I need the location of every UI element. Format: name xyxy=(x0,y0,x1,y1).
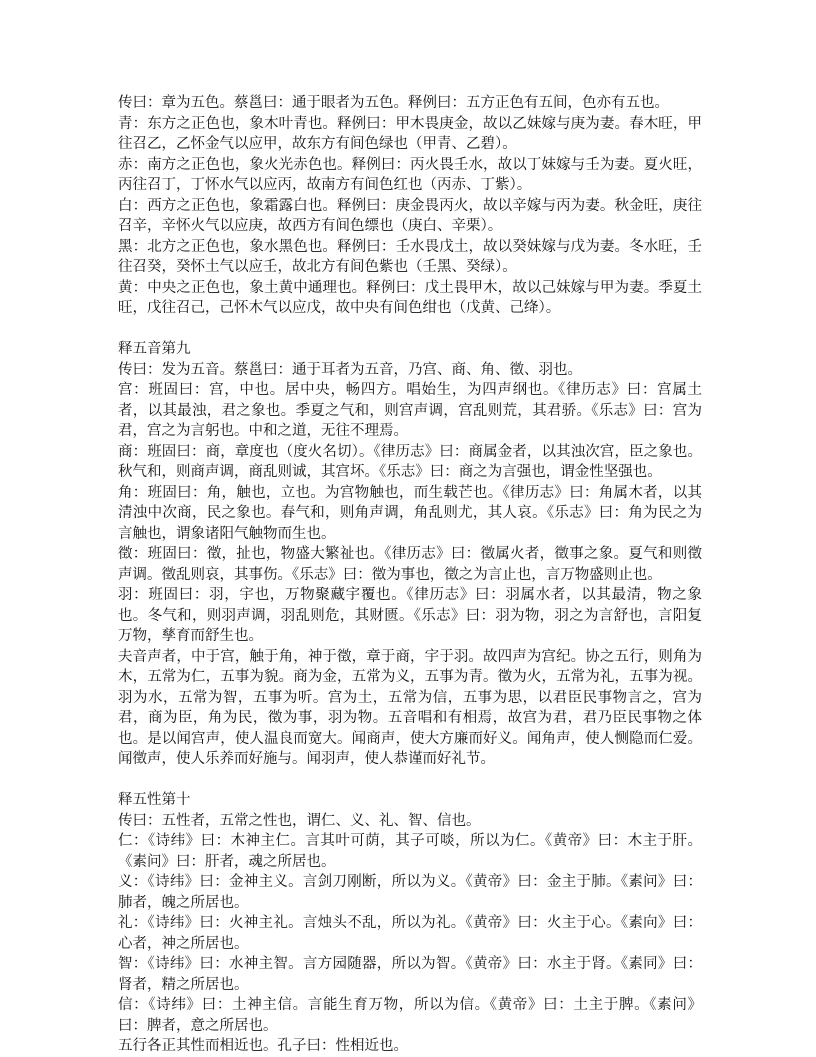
paragraph: 宫：班固曰：宫，中也。居中央，畅四方。唱始生，为四声纲也。《律历志》曰：宫属土者，以其最浊，君之象也。季夏之气和，则宫声调，宫乱则荒，其君骄。《乐志》曰：宫为君，宫之为言躬也。中和之道，无往不理焉。 xyxy=(118,382,702,439)
paragraph: 角：班固曰：角，触也，立也。为宫物触也，而生载芒也。《律历志》曰：角属木者，以其清浊中次商，民之象也。春气和，则角声调，角乱则尤，其人哀。《乐志》曰：角为民之为言触也，谓象诸阳气触物而生也。 xyxy=(118,484,702,542)
section-heading: 释五性第十 xyxy=(118,792,191,808)
paragraph: 白：西方之正色也，象霜露白也。释例曰：庚金畏丙火，故以辛嫁与丙为妻。秋金旺，庚往召辛，辛怀火气以应庚，故西方有间色缥也（庚白、辛栗）。 xyxy=(118,197,702,234)
paragraph: 商：班固曰：商，章度也（度火名切）。《律历志》曰：商属金者，以其浊次宫，臣之象也。秋气和，则商声调，商乱则诚，其宫坏。《乐志》曰：商之为言强也，谓金性坚强也。 xyxy=(118,443,702,480)
document-page xyxy=(118,93,702,1057)
paragraph: 传曰：发为五音。蔡邕曰：通于耳者为五音，乃宫、商、角、徵、羽也。 xyxy=(118,361,582,378)
paragraph: 义：《诗纬》曰：金神主义。言剑刀刚断，所以为义。《黄帝》曰：金主于肺。《素问》曰：肺者，魄之所居也。 xyxy=(118,874,702,911)
paragraph: 传曰：章为五色。蔡邕曰：通于眼者为五色。释例曰：五方正色有五间，色亦有五也。 xyxy=(118,95,669,111)
paragraph: 徵：班固曰：徵，扯也，物盛大繁祉也。《律历志》曰：徵属火者，徵事之象。夏气和则徵声调。徵乱则哀，其事伤。《乐志》曰：徵为事也，徵之为言止也，言万物盛则止也。 xyxy=(118,546,702,583)
paragraph: 传曰：五性者，五常之性也，谓仁、义、礼、智、信也。 xyxy=(118,812,481,829)
paragraph: 夫音声者，中于宫，触于角，神于徵，章于商，宇于羽。故四声为宫纪。协之五行，则角为木，五常为仁，五事为貌。商为金，五常为义，五事为青。徵为火，五常为礼，五事为视。羽为水，五常为智，五事为听。宫为土，五常为信，五事为思，以君臣民事物言之，宫为君，商为臣，角为民，徵为事，羽为物。五音唱和有相焉，故宫为君，君乃臣民事物之体也。是以闻宫声，使人温良而宽大。闻商声，使大方廉而好义。闻角声，使人恻隐而仁爱。闻徵声，使人乐养而好施与。闻羽声，使人恭谨而好礼节。 xyxy=(118,648,702,767)
paragraph: 赤：南方之正色也，象火光赤色也。释例曰：丙火畏壬水，故以丁妹嫁与壬为妻。夏火旺，丙往召丁，丁怀水气以应丙，故南方有间色红也（丙赤、丁紫）。 xyxy=(118,156,702,193)
paragraph: 礼：《诗纬》曰：火神主礼。言烛头不乱，所以为礼。《黄帝》曰：火主于心。《素向》曰：心者，神之所居也。 xyxy=(118,915,702,952)
paragraph: 黄：中央之正色也，象土黄中通理也。释例曰：戊土畏甲木，故以己妹嫁与甲为妻。季夏土旺，戊往召己，己怀木气以应戊，故中央有间色绀也（戊黄、己绛）。 xyxy=(118,279,702,316)
paragraph: 青：东方之正色也，象木叶青也。释例曰：甲木畏庚金，故以乙妹嫁与庚为妻。春木旺，甲往召乙，乙怀金气以应甲，故东方有间色绿也（甲青、乙碧）。 xyxy=(118,115,702,152)
paragraph: 仁：《诗纬》曰：木神主仁。言其叶可荫，其子可啖，所以为仁。《黄帝》曰：木主于肝。《素问》曰：肝者，魂之所居也。 xyxy=(118,833,702,870)
section-five-colors xyxy=(118,93,702,319)
section-five-sounds xyxy=(118,339,702,770)
paragraph: 五行各正其性而相近也。孔子曰：性相近也。 xyxy=(118,1038,408,1054)
paragraph: 智：《诗纬》曰：水神主智。言方园随器，所以为智。《黄帝》曰：水主于肾。《素同》曰：肾者，精之所居也。 xyxy=(118,956,702,993)
paragraph: 信：《诗纬》曰：土神主信。言能生育万物，所以为信。《黄帝》曰：土主于脾。《素问》曰：脾者，意之所居也。 xyxy=(118,997,702,1034)
paragraph: 黑：北方之正色也，象水黑色也。释例曰：壬水畏戊土，故以癸妹嫁与戊为妻。冬水旺，壬往召癸，癸怀土气以应壬，故北方有间色紫也（壬黑、癸绿）。 xyxy=(118,238,702,275)
section-five-natures xyxy=(118,790,702,1057)
section-heading: 释五音第九 xyxy=(118,341,191,357)
paragraph: 羽：班固曰：羽，宇也，万物聚藏宇覆也。《律历志》曰：羽属水者，以其最清，物之象也。冬气和，则羽声调，羽乱则危，其财匮。《乐志》曰：羽为物，羽之为言舒也，言阳复万物，孳育而舒生也。 xyxy=(118,587,702,644)
